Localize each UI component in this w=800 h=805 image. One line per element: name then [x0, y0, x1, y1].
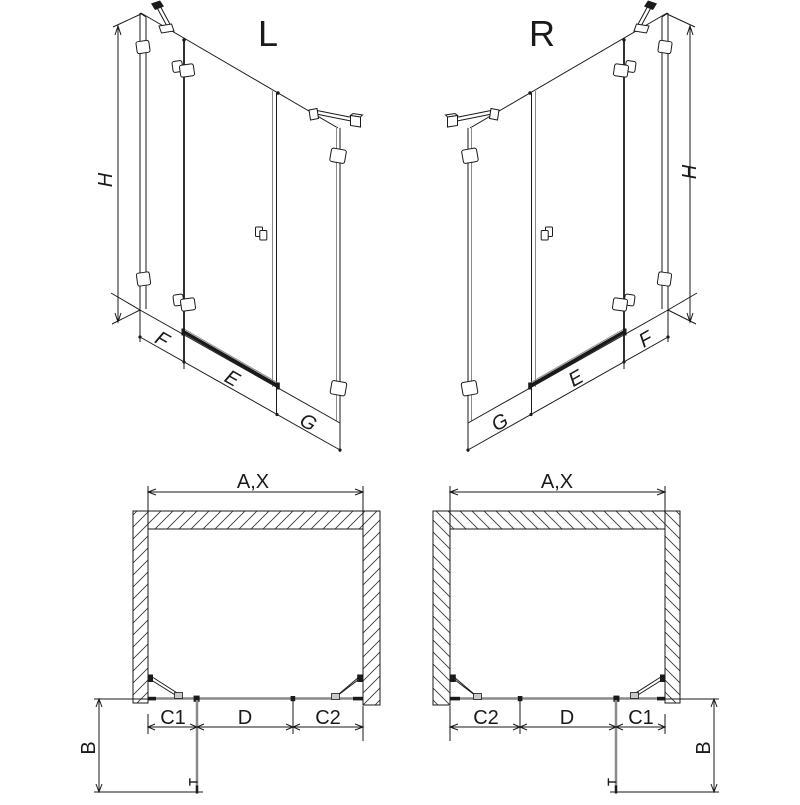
plan-right [433, 486, 719, 794]
elevation-left [111, 1, 363, 453]
width-label-left-e: E [220, 365, 244, 392]
segment-label-left-c1: C1 [160, 707, 186, 729]
width-label-left-f: F [151, 327, 173, 353]
plan-left [94, 486, 380, 794]
segment-label-right-c1: C1 [628, 707, 654, 729]
segment-label-left-c2: C2 [315, 707, 341, 729]
width-label-right-f: F [635, 327, 657, 353]
height-label-left: H [95, 172, 117, 188]
width-label-left-g: G [295, 409, 321, 437]
variant-left-title: L [257, 13, 279, 54]
width-label-right-g: G [487, 409, 513, 437]
height-label-right: H [679, 164, 701, 180]
segment-label-left-d: D [237, 707, 253, 729]
segment-label-right-c2: C2 [473, 707, 499, 729]
total-width-label-right: A,X [540, 471, 574, 493]
depth-label-right: B [693, 741, 715, 755]
total-width-label-left: A,X [236, 471, 270, 493]
variant-right-title: R [529, 13, 555, 54]
labels [78, 13, 715, 755]
segment-label-right-d: D [559, 707, 575, 729]
width-label-right-e: E [564, 365, 588, 392]
depth-label-left: B [78, 741, 100, 755]
